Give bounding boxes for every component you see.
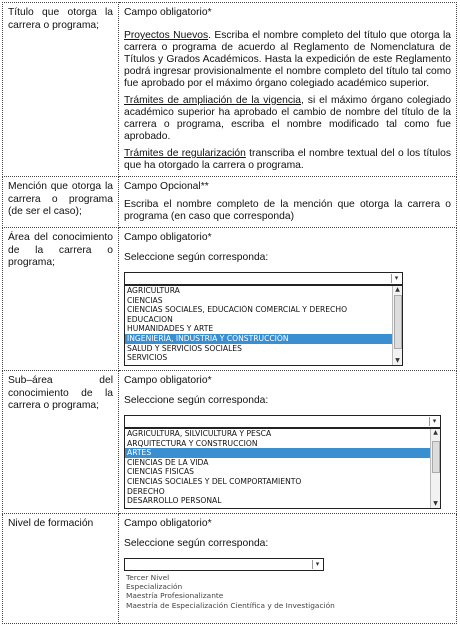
row-area [3,228,457,371]
option-item[interactable]: AGRICULTURA [127,286,180,295]
option-item[interactable]: SERVICIOS [127,353,168,363]
content-mencion [119,177,457,228]
option-item[interactable]: CIENCIAS SOCIALES Y DEL COMPORTAMIENTO [127,476,302,486]
scroll-thumb[interactable] [432,441,440,473]
area-options-list[interactable] [124,285,403,366]
option-item[interactable]: ARTES [125,448,430,458]
option-item[interactable]: AGRICULTURA, SILVICULTURA Y PESCA [127,429,272,438]
optional-note: Campo Opcional** [124,181,209,192]
option-item[interactable]: Maestría Profesionalizante [126,591,224,601]
paragraph-regularizacion [124,148,451,172]
option-item[interactable]: DESARROLLO PERSONAL [127,496,222,506]
label-subarea: Sub–área del conocimiento de la carrera o programa; [3,371,119,514]
scroll-up-icon[interactable]: ▲ [395,286,400,293]
option-item[interactable]: Maestría de Especialización Científica y de Investigación [126,600,335,610]
option-item[interactable]: CIENCIAS SOCIALES, EDUCACIÓN COMERCIAL Y DERECHO [127,305,348,315]
link-ampliacion-vigencia[interactable]: Trámites de ampliación de la vigencia [124,95,302,106]
content-subarea [119,371,457,514]
paragraph-ampliacion [124,95,451,143]
scroll-thumb[interactable] [394,295,402,349]
row-titulo [3,3,457,177]
link-regularizacion[interactable]: Trámites de regularización [124,148,246,159]
nivel-options-list[interactable] [124,573,339,610]
chevron-down-icon[interactable]: ▾ [429,417,439,426]
scroll-up-icon[interactable]: ▲ [433,429,438,436]
option-item[interactable]: INGENIERÍA, INDUSTRIA Y CONSTRUCCIÓN [125,334,392,344]
content-nivel [119,514,457,624]
content-area [119,228,457,371]
required-note: Campo obligatorio* [124,375,212,386]
option-item[interactable]: CIENCIAS DE LA VIDA [127,457,209,467]
required-note: Campo obligatorio* [124,7,212,18]
select-prompt: Seleccione según corresponda: [124,252,269,263]
label-area: Área del conocimiento de la carrera o programa; [3,228,119,371]
content-titulo [119,3,457,177]
required-note: Campo obligatorio* [124,232,212,243]
option-item[interactable]: SALUD Y SERVICIOS SOCIALES [127,343,242,353]
link-proyectos-nuevos[interactable]: Proyectos Nuevos [124,30,209,41]
area-select[interactable] [124,272,403,285]
text-regularizacion: transcriba el nombre textual del o los títulos que ha otorgado la carrera o programa. [124,148,451,171]
option-item[interactable]: CIENCIAS FISICAS [127,467,194,477]
option-item[interactable]: EDUCACION [127,314,173,324]
row-nivel [3,514,457,624]
row-subarea [3,371,457,514]
select-prompt: Seleccione según corresponda: [124,395,269,406]
option-item[interactable]: HUMANIDADES Y ARTE [127,324,214,334]
option-item[interactable]: CIENCIAS [127,295,163,305]
scrollbar[interactable] [392,286,402,365]
chevron-down-icon[interactable]: ▾ [312,560,322,569]
text-proyectos-nuevos: . Escriba el nombre completo del título que otorga la carrera o programa de acuerdo al Reglamento de Nomenclatura de Títulos y Grados Académicos. Hasta la expedición de este Reglamento podrá ingresar provisionalmente el nombre completo del título tal como fue aprobado por el máximo órgano colegiado académico superior. [124,30,451,89]
option-item[interactable]: Tercer Nivel [126,573,170,582]
scroll-down-icon[interactable]: ▼ [433,500,438,507]
paragraph-proyectos-nuevos [124,30,451,90]
option-item[interactable]: DERECHO [127,486,165,496]
row-mencion [3,177,457,228]
label-nivel: Nivel de formación [3,514,119,624]
subarea-select[interactable] [124,415,441,428]
scrollbar[interactable] [430,429,440,508]
form-table [2,2,457,624]
chevron-down-icon[interactable]: ▾ [391,274,401,283]
nivel-select[interactable] [124,558,324,571]
required-note: Campo obligatorio* [124,518,212,529]
subarea-options-list[interactable] [124,428,441,509]
select-prompt: Seleccione según corresponda: [124,538,269,549]
mencion-instructions: Escriba el nombre completo de la mención que otorga la carrera o programa (en caso que corresponda) [124,199,451,222]
text-ampliacion: , si el máximo órgano colegiado académico superior ha aprobado el cambio de nombre del título de la carrera o programa, escriba el nombre modificado tal como fue aprobado. [124,95,452,142]
label-titulo: Título que otorga la carrera o programa; [3,3,119,177]
scroll-down-icon[interactable]: ▼ [395,357,400,364]
label-mencion: Mención que otorga la carrera o programa (de ser el caso); [3,177,119,228]
option-item[interactable]: ARQUITECTURA Y CONSTRUCCION [127,438,258,448]
option-item[interactable]: Especialización [126,582,183,592]
